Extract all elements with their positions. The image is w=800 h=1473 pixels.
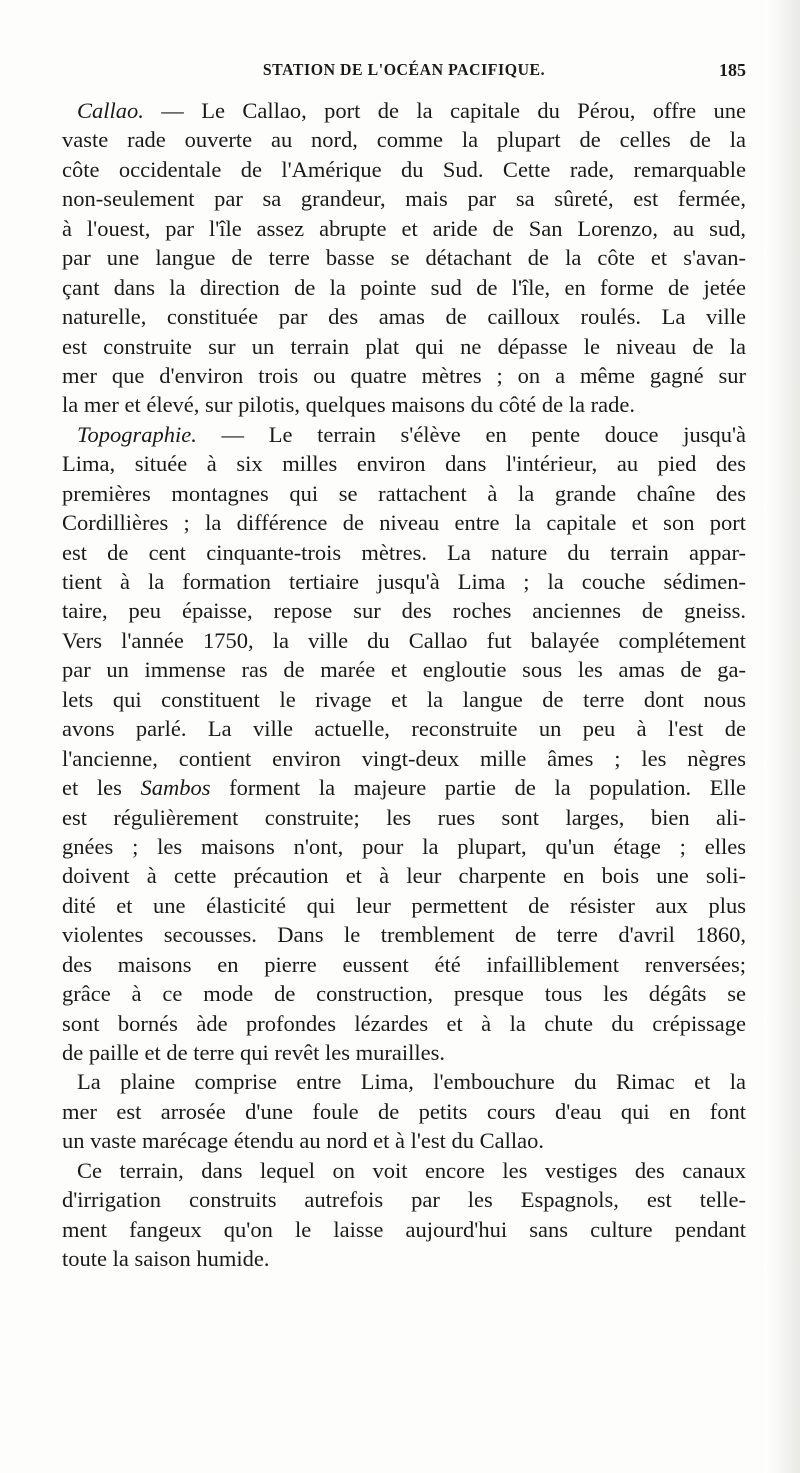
text-run: par un immense ras de marée et engloutie sous les amas de ga- [62, 657, 746, 683]
text-line [62, 626, 746, 655]
text-run: Vers l'année 1750, la ville du Callao fut balayée complétement [62, 627, 746, 653]
text-run: l'ancienne, contient environ vingt-deux mille âmes ; les nègres [62, 745, 746, 771]
text-line [62, 803, 746, 832]
text-line [62, 1215, 746, 1244]
text-line [62, 685, 746, 714]
text-line [62, 302, 746, 331]
text-line [62, 979, 746, 1008]
text-line [62, 744, 746, 773]
text-run: non-seulement par sa grandeur, mais par sa sûreté, est fermée, [62, 186, 746, 212]
text-line [62, 1244, 746, 1273]
text-run: doivent à cette précaution et à leur charpente en bois une soli- [62, 863, 746, 889]
text-run: est de cent cinquante-trois mètres. La nature du terrain appar- [62, 539, 746, 565]
text-run: forment la majeure partie de la population. Elle [210, 775, 746, 801]
italic-text-run: Sambos [140, 775, 211, 801]
text-line [62, 1038, 746, 1067]
text-run: — Le terrain s'élève en pente douce jusqu'à [196, 421, 746, 447]
text-line [62, 1156, 746, 1185]
text-line [62, 390, 746, 419]
text-line [62, 155, 746, 184]
text-line [62, 479, 746, 508]
text-run: d'irrigation construits autrefois par les Espagnols, est telle- [62, 1187, 746, 1213]
text-line [62, 1097, 746, 1126]
text-line [62, 508, 746, 537]
text-line [62, 1126, 746, 1155]
text-run: la mer et élevé, sur pilotis, quelques maisons du côté de la rade. [62, 392, 635, 418]
text-run: grâce à ce mode de construction, presque tous les dégâts se [62, 981, 746, 1007]
body-text [62, 96, 746, 1274]
text-run: à l'ouest, par l'île assez abrupte et aride de San Lorenzo, au sud, [62, 215, 746, 241]
text-run: un vaste marécage étendu au nord et à l'est du Callao. [62, 1128, 544, 1154]
text-run: taire, peu épaisse, repose sur des roches anciennes de gneiss. [62, 598, 746, 624]
text-line [62, 449, 746, 478]
text-run: dité et une élasticité qui leur permettent de résister aux plus [62, 892, 746, 918]
page-edge-shadow [764, 0, 800, 1473]
text-run: lets qui constituent le rivage et la langue de terre dont nous [62, 686, 746, 712]
text-run: premières montagnes qui se rattachent à la grande chaîne des [62, 480, 746, 506]
running-title: STATION DE L'OCÉAN PACIFIQUE. [262, 60, 546, 79]
text-line [62, 538, 746, 567]
text-run: avons parlé. La ville actuelle, reconstruite un peu à l'est de [62, 716, 746, 742]
italic-text-run: Topographie. [77, 421, 197, 447]
text-run: est régulièrement construite; les rues sont larges, bien ali- [62, 804, 746, 830]
text-run: mer est arrosée d'une foule de petits cours d'eau qui en font [62, 1098, 746, 1124]
text-line [62, 361, 746, 390]
text-run: ment fangeux qu'on le laisse aujourd'hui sans culture pendant [62, 1216, 746, 1242]
text-run: — Le Callao, port de la capitale du Pérou, offre une [143, 98, 746, 123]
text-run: vaste rade ouverte au nord, comme la plupart de celles de la [62, 127, 746, 153]
text-line [62, 1185, 746, 1214]
text-line [62, 1067, 746, 1096]
text-line [62, 184, 746, 213]
text-run: Ce terrain, dans lequel on voit encore les vestiges des canaux [77, 1157, 746, 1183]
text-run: toute la saison humide. [62, 1246, 270, 1272]
text-line [62, 243, 746, 272]
text-line [62, 832, 746, 861]
text-run: Cordillières ; la différence de niveau entre la capitale et son port [62, 510, 746, 536]
text-line [62, 861, 746, 890]
text-line [62, 920, 746, 949]
italic-text-run: Callao. [77, 98, 144, 123]
text-run: et les [62, 775, 141, 801]
text-line [62, 125, 746, 154]
text-run: côte occidentale de l'Amérique du Sud. Cette rade, remarquable [62, 156, 746, 182]
running-head [62, 60, 746, 88]
text-run: çant dans la direction de la pointe sud de l'île, en forme de jetée [62, 274, 746, 300]
text-run: est construite sur un terrain plat qui ne dépasse le niveau de la [62, 333, 746, 359]
text-line [62, 773, 746, 802]
text-line [62, 1009, 746, 1038]
text-line [62, 950, 746, 979]
text-run: sont bornés àde profondes lézardes et à la chute du crépissage [62, 1010, 746, 1036]
text-run: naturelle, constituée par des amas de cailloux roulés. La ville [62, 304, 746, 330]
text-run: des maisons en pierre eussent été infailliblement renversées; [62, 951, 746, 977]
text-run: par une langue de terre basse se détachant de la côte et s'avan- [62, 245, 746, 271]
text-line [62, 714, 746, 743]
text-line [62, 596, 746, 625]
text-run: La plaine comprise entre Lima, l'embouchure du Rimac et la [77, 1069, 746, 1095]
text-line [62, 891, 746, 920]
text-line [62, 214, 746, 243]
text-run: de paille et de terre qui revêt les murailles. [62, 1040, 445, 1065]
text-run: violentes secousses. Dans le tremblement de terre d'avril 1860, [62, 922, 746, 948]
text-run: tient à la formation tertiaire jusqu'à Lima ; la couche sédimen- [62, 569, 746, 594]
text-line [62, 96, 746, 125]
text-run: gnées ; les maisons n'ont, pour la plupart, qu'un étage ; elles [62, 833, 746, 859]
text-line [62, 655, 746, 684]
text-line [62, 273, 746, 302]
text-run: Lima, située à six milles environ dans l'intérieur, au pied des [62, 451, 746, 477]
page-number: 185 [719, 60, 746, 80]
text-run: mer que d'environ trois ou quatre mètres ; on a même gagné sur [62, 362, 746, 388]
text-line [62, 567, 746, 596]
text-line [62, 332, 746, 361]
text-line [62, 420, 746, 449]
